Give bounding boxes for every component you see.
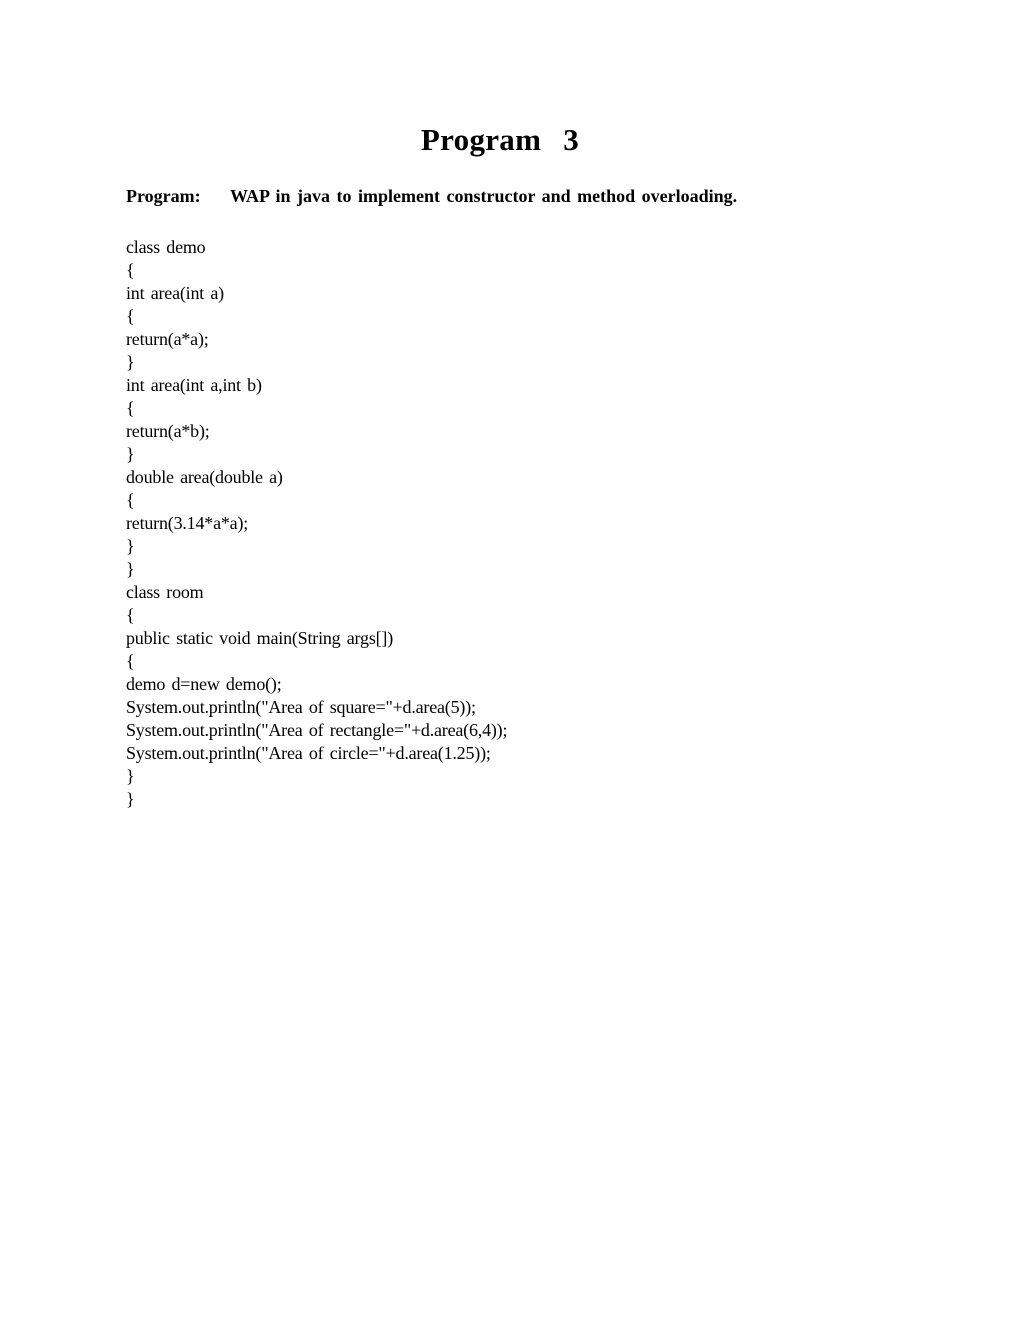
program-header	[126, 183, 738, 209]
code-line: }	[126, 789, 135, 809]
code-line: {	[126, 260, 135, 280]
code-line: }	[126, 559, 135, 579]
code-line: {	[126, 490, 135, 510]
code-line: {	[126, 398, 135, 418]
code-line: class room	[126, 582, 204, 602]
code-line: int area(int a,int b)	[126, 375, 262, 395]
code-listing	[126, 236, 507, 811]
code-line: System.out.println("Area of square="+d.area(5));	[126, 697, 476, 717]
code-line: return(a*b);	[126, 421, 210, 441]
code-line: {	[126, 306, 135, 326]
code-line: class demo	[126, 237, 206, 257]
program-label: Program:	[126, 186, 201, 206]
program-description: WAP in java to implement constructor and method overloading.	[230, 186, 738, 206]
code-line: }	[126, 444, 135, 464]
code-line: public static void main(String args[])	[126, 628, 394, 648]
code-line: int area(int a)	[126, 283, 224, 303]
code-line: demo d=new demo();	[126, 674, 282, 694]
code-line: System.out.println("Area of circle="+d.area(1.25));	[126, 743, 491, 763]
code-line: return(a*a);	[126, 329, 209, 349]
code-line: double area(double a)	[126, 467, 283, 487]
code-line: }	[126, 766, 135, 786]
page-title: Program 3	[420, 122, 580, 157]
code-line: return(3.14*a*a);	[126, 513, 249, 533]
code-line: System.out.println("Area of rectangle="+d.area(6,4));	[126, 720, 508, 740]
code-line: {	[126, 605, 135, 625]
code-line: }	[126, 536, 135, 556]
code-line: }	[126, 352, 135, 372]
code-line: {	[126, 651, 135, 671]
